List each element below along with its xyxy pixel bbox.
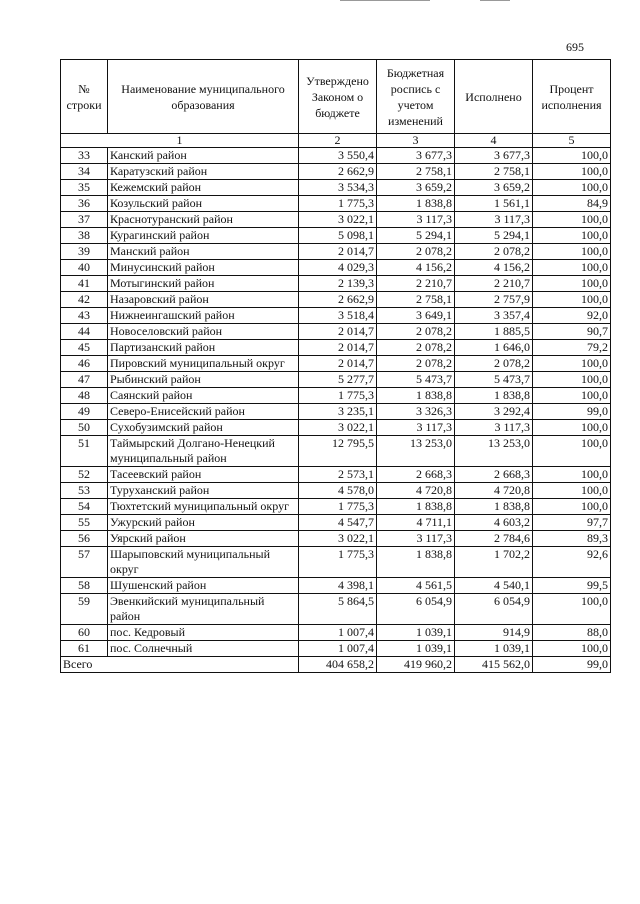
executed-value: 2 078,2	[455, 356, 533, 372]
row-number: 38	[61, 228, 108, 244]
municipality-name: Сухобузимский район	[108, 420, 299, 436]
approved-value: 3 022,1	[299, 420, 377, 436]
row-number: 52	[61, 467, 108, 483]
percent-value: 100,0	[533, 180, 611, 196]
percent-value: 100,0	[533, 148, 611, 164]
percent-value: 92,6	[533, 547, 611, 578]
column-number-1: 1	[61, 134, 299, 148]
row-number: 49	[61, 404, 108, 420]
table-row	[61, 164, 611, 180]
percent-value: 100,0	[533, 499, 611, 515]
row-number: 47	[61, 372, 108, 388]
approved-value: 2 014,7	[299, 244, 377, 260]
approved-value: 4 029,3	[299, 260, 377, 276]
budget-value: 1 838,8	[377, 499, 455, 515]
table-row	[61, 340, 611, 356]
budget-value: 3 117,3	[377, 420, 455, 436]
column-number-5: 5	[533, 134, 611, 148]
row-number: 37	[61, 212, 108, 228]
municipality-name: Мотыгинский район	[108, 276, 299, 292]
row-number: 42	[61, 292, 108, 308]
total-percent: 99,0	[533, 657, 611, 673]
budget-value: 3 326,3	[377, 404, 455, 420]
approved-value: 1 775,3	[299, 499, 377, 515]
table-row	[61, 228, 611, 244]
budget-value: 2 758,1	[377, 164, 455, 180]
municipality-name: Тасеевский район	[108, 467, 299, 483]
column-number-4: 4	[455, 134, 533, 148]
approved-value: 2 662,9	[299, 292, 377, 308]
budget-value: 1 838,8	[377, 547, 455, 578]
row-number: 50	[61, 420, 108, 436]
budget-execution-table	[60, 59, 611, 673]
approved-value: 2 662,9	[299, 164, 377, 180]
table-row	[61, 196, 611, 212]
executed-value: 13 253,0	[455, 436, 533, 467]
approved-value: 3 550,4	[299, 148, 377, 164]
column-number-row	[61, 134, 611, 148]
executed-value: 2 757,9	[455, 292, 533, 308]
table-row	[61, 404, 611, 420]
row-number: 59	[61, 594, 108, 625]
percent-value: 99,5	[533, 578, 611, 594]
percent-value: 100,0	[533, 292, 611, 308]
budget-value: 2 210,7	[377, 276, 455, 292]
approved-value: 3 022,1	[299, 531, 377, 547]
budget-value: 3 649,1	[377, 308, 455, 324]
header-percent: Процент исполнения	[533, 60, 611, 134]
municipality-name: Козульский район	[108, 196, 299, 212]
table-row	[61, 467, 611, 483]
page-number: 695	[566, 40, 584, 54]
percent-value: 99,0	[533, 404, 611, 420]
municipality-name: Таймырский Долгано-Ненецкий муниципальный район	[108, 436, 299, 467]
row-number: 34	[61, 164, 108, 180]
total-approved: 404 658,2	[299, 657, 377, 673]
budget-value: 3 117,3	[377, 531, 455, 547]
table-header-row	[61, 60, 611, 134]
budget-value: 2 078,2	[377, 356, 455, 372]
budget-value: 1 838,8	[377, 196, 455, 212]
table-row	[61, 578, 611, 594]
percent-value: 100,0	[533, 436, 611, 467]
municipality-name: Пировский муниципальный округ	[108, 356, 299, 372]
executed-value: 4 603,2	[455, 515, 533, 531]
table-row	[61, 499, 611, 515]
budget-value: 1 039,1	[377, 641, 455, 657]
total-budget: 419 960,2	[377, 657, 455, 673]
top-rule-left	[340, 0, 430, 1]
executed-value: 1 039,1	[455, 641, 533, 657]
executed-value: 2 210,7	[455, 276, 533, 292]
percent-value: 100,0	[533, 356, 611, 372]
row-number: 48	[61, 388, 108, 404]
percent-value: 100,0	[533, 244, 611, 260]
executed-value: 5 473,7	[455, 372, 533, 388]
budget-value: 4 711,1	[377, 515, 455, 531]
executed-value: 4 540,1	[455, 578, 533, 594]
row-number: 46	[61, 356, 108, 372]
table-row	[61, 212, 611, 228]
row-number: 43	[61, 308, 108, 324]
executed-value: 1 838,8	[455, 388, 533, 404]
municipality-name: Каратузский район	[108, 164, 299, 180]
municipality-name: Минусинский район	[108, 260, 299, 276]
executed-value: 1 885,5	[455, 324, 533, 340]
percent-value: 88,0	[533, 625, 611, 641]
row-number: 58	[61, 578, 108, 594]
percent-value: 92,0	[533, 308, 611, 324]
municipality-name: Рыбинский район	[108, 372, 299, 388]
approved-value: 4 547,7	[299, 515, 377, 531]
executed-value: 6 054,9	[455, 594, 533, 625]
approved-value: 3 235,1	[299, 404, 377, 420]
percent-value: 100,0	[533, 467, 611, 483]
row-number: 61	[61, 641, 108, 657]
executed-value: 3 677,3	[455, 148, 533, 164]
approved-value: 4 398,1	[299, 578, 377, 594]
approved-value: 1 007,4	[299, 641, 377, 657]
executed-value: 4 720,8	[455, 483, 533, 499]
approved-value: 2 014,7	[299, 340, 377, 356]
table-row	[61, 483, 611, 499]
header-row-number: № строки	[61, 60, 108, 134]
executed-value: 1 646,0	[455, 340, 533, 356]
header-approved: Утверждено Законом о бюджете	[299, 60, 377, 134]
municipality-name: Нижнеингашский район	[108, 308, 299, 324]
approved-value: 3 518,4	[299, 308, 377, 324]
municipality-name: Партизанский район	[108, 340, 299, 356]
executed-value: 4 156,2	[455, 260, 533, 276]
table-row	[61, 625, 611, 641]
municipality-name: Шушенский район	[108, 578, 299, 594]
header-municipality-name: Наименование муниципального образования	[108, 60, 299, 134]
percent-value: 100,0	[533, 483, 611, 499]
executed-value: 3 292,4	[455, 404, 533, 420]
percent-value: 97,7	[533, 515, 611, 531]
table-row	[61, 180, 611, 196]
table-row	[61, 244, 611, 260]
approved-value: 12 795,5	[299, 436, 377, 467]
executed-value: 2 758,1	[455, 164, 533, 180]
percent-value: 100,0	[533, 594, 611, 625]
table-row	[61, 594, 611, 625]
total-row	[61, 657, 611, 673]
budget-value: 1 039,1	[377, 625, 455, 641]
row-number: 36	[61, 196, 108, 212]
percent-value: 100,0	[533, 641, 611, 657]
total-executed: 415 562,0	[455, 657, 533, 673]
executed-value: 5 294,1	[455, 228, 533, 244]
table-row	[61, 308, 611, 324]
table-row	[61, 420, 611, 436]
column-number-2: 2	[299, 134, 377, 148]
row-number: 35	[61, 180, 108, 196]
row-number: 33	[61, 148, 108, 164]
row-number: 40	[61, 260, 108, 276]
row-number: 53	[61, 483, 108, 499]
table-row	[61, 547, 611, 578]
row-number: 39	[61, 244, 108, 260]
column-number-3: 3	[377, 134, 455, 148]
table-row	[61, 388, 611, 404]
budget-value: 1 838,8	[377, 388, 455, 404]
municipality-name: Курагинский район	[108, 228, 299, 244]
municipality-name: Ужурский район	[108, 515, 299, 531]
approved-value: 2 573,1	[299, 467, 377, 483]
percent-value: 100,0	[533, 420, 611, 436]
municipality-name: Саянский район	[108, 388, 299, 404]
percent-value: 89,3	[533, 531, 611, 547]
row-number: 56	[61, 531, 108, 547]
executed-value: 1 561,1	[455, 196, 533, 212]
table-row	[61, 260, 611, 276]
table-row	[61, 641, 611, 657]
municipality-name: Уярский район	[108, 531, 299, 547]
percent-value: 100,0	[533, 212, 611, 228]
table-row	[61, 276, 611, 292]
row-number: 55	[61, 515, 108, 531]
executed-value: 2 784,6	[455, 531, 533, 547]
approved-value: 4 578,0	[299, 483, 377, 499]
approved-value: 2 014,7	[299, 324, 377, 340]
budget-value: 3 677,3	[377, 148, 455, 164]
table-row	[61, 148, 611, 164]
approved-value: 3 022,1	[299, 212, 377, 228]
approved-value: 1 775,3	[299, 196, 377, 212]
municipality-name: пос. Кедровый	[108, 625, 299, 641]
budget-value: 4 720,8	[377, 483, 455, 499]
budget-value: 3 659,2	[377, 180, 455, 196]
executed-value: 3 357,4	[455, 308, 533, 324]
approved-value: 5 277,7	[299, 372, 377, 388]
percent-value: 100,0	[533, 228, 611, 244]
table-row	[61, 356, 611, 372]
budget-value: 2 758,1	[377, 292, 455, 308]
municipality-name: Новоселовский район	[108, 324, 299, 340]
percent-value: 79,2	[533, 340, 611, 356]
percent-value: 84,9	[533, 196, 611, 212]
budget-value: 5 294,1	[377, 228, 455, 244]
table-row	[61, 292, 611, 308]
municipality-name: Назаровский район	[108, 292, 299, 308]
executed-value: 3 117,3	[455, 212, 533, 228]
budget-value: 5 473,7	[377, 372, 455, 388]
header-budget-list: Бюджетная роспись с учетом изменений	[377, 60, 455, 134]
row-number: 54	[61, 499, 108, 515]
row-number: 51	[61, 436, 108, 467]
budget-value: 13 253,0	[377, 436, 455, 467]
municipality-name: пос. Солнечный	[108, 641, 299, 657]
table-row	[61, 324, 611, 340]
total-label: Всего	[61, 657, 299, 673]
executed-value: 2 078,2	[455, 244, 533, 260]
municipality-name: Туруханский район	[108, 483, 299, 499]
row-number: 60	[61, 625, 108, 641]
row-number: 45	[61, 340, 108, 356]
budget-value: 2 078,2	[377, 324, 455, 340]
executed-value: 914,9	[455, 625, 533, 641]
municipality-name: Эвенкийский муниципальный район	[108, 594, 299, 625]
percent-value: 100,0	[533, 388, 611, 404]
percent-value: 90,7	[533, 324, 611, 340]
budget-value: 2 078,2	[377, 340, 455, 356]
percent-value: 100,0	[533, 164, 611, 180]
budget-value: 3 117,3	[377, 212, 455, 228]
municipality-name: Канский район	[108, 148, 299, 164]
municipality-name: Кежемский район	[108, 180, 299, 196]
municipality-name: Шарыповский муниципальный округ	[108, 547, 299, 578]
row-number: 44	[61, 324, 108, 340]
municipality-name: Манский район	[108, 244, 299, 260]
approved-value: 5 864,5	[299, 594, 377, 625]
executed-value: 2 668,3	[455, 467, 533, 483]
table-row	[61, 515, 611, 531]
budget-value: 2 078,2	[377, 244, 455, 260]
budget-value: 2 668,3	[377, 467, 455, 483]
row-number: 41	[61, 276, 108, 292]
approved-value: 2 014,7	[299, 356, 377, 372]
header-executed: Исполнено	[455, 60, 533, 134]
municipality-name: Тюхтетский муниципальный округ	[108, 499, 299, 515]
municipality-name: Краснотуранский район	[108, 212, 299, 228]
row-number: 57	[61, 547, 108, 578]
executed-value: 1 702,2	[455, 547, 533, 578]
table-body	[61, 148, 611, 657]
percent-value: 100,0	[533, 260, 611, 276]
executed-value: 3 117,3	[455, 420, 533, 436]
budget-value: 4 561,5	[377, 578, 455, 594]
approved-value: 1 775,3	[299, 388, 377, 404]
percent-value: 100,0	[533, 276, 611, 292]
approved-value: 1 775,3	[299, 547, 377, 578]
budget-value: 4 156,2	[377, 260, 455, 276]
executed-value: 1 838,8	[455, 499, 533, 515]
approved-value: 3 534,3	[299, 180, 377, 196]
approved-value: 1 007,4	[299, 625, 377, 641]
municipality-name: Северо-Енисейский район	[108, 404, 299, 420]
budget-value: 6 054,9	[377, 594, 455, 625]
table-row	[61, 531, 611, 547]
approved-value: 2 139,3	[299, 276, 377, 292]
table-row	[61, 436, 611, 467]
percent-value: 100,0	[533, 372, 611, 388]
executed-value: 3 659,2	[455, 180, 533, 196]
top-rule-right	[480, 0, 510, 1]
approved-value: 5 098,1	[299, 228, 377, 244]
table-row	[61, 372, 611, 388]
